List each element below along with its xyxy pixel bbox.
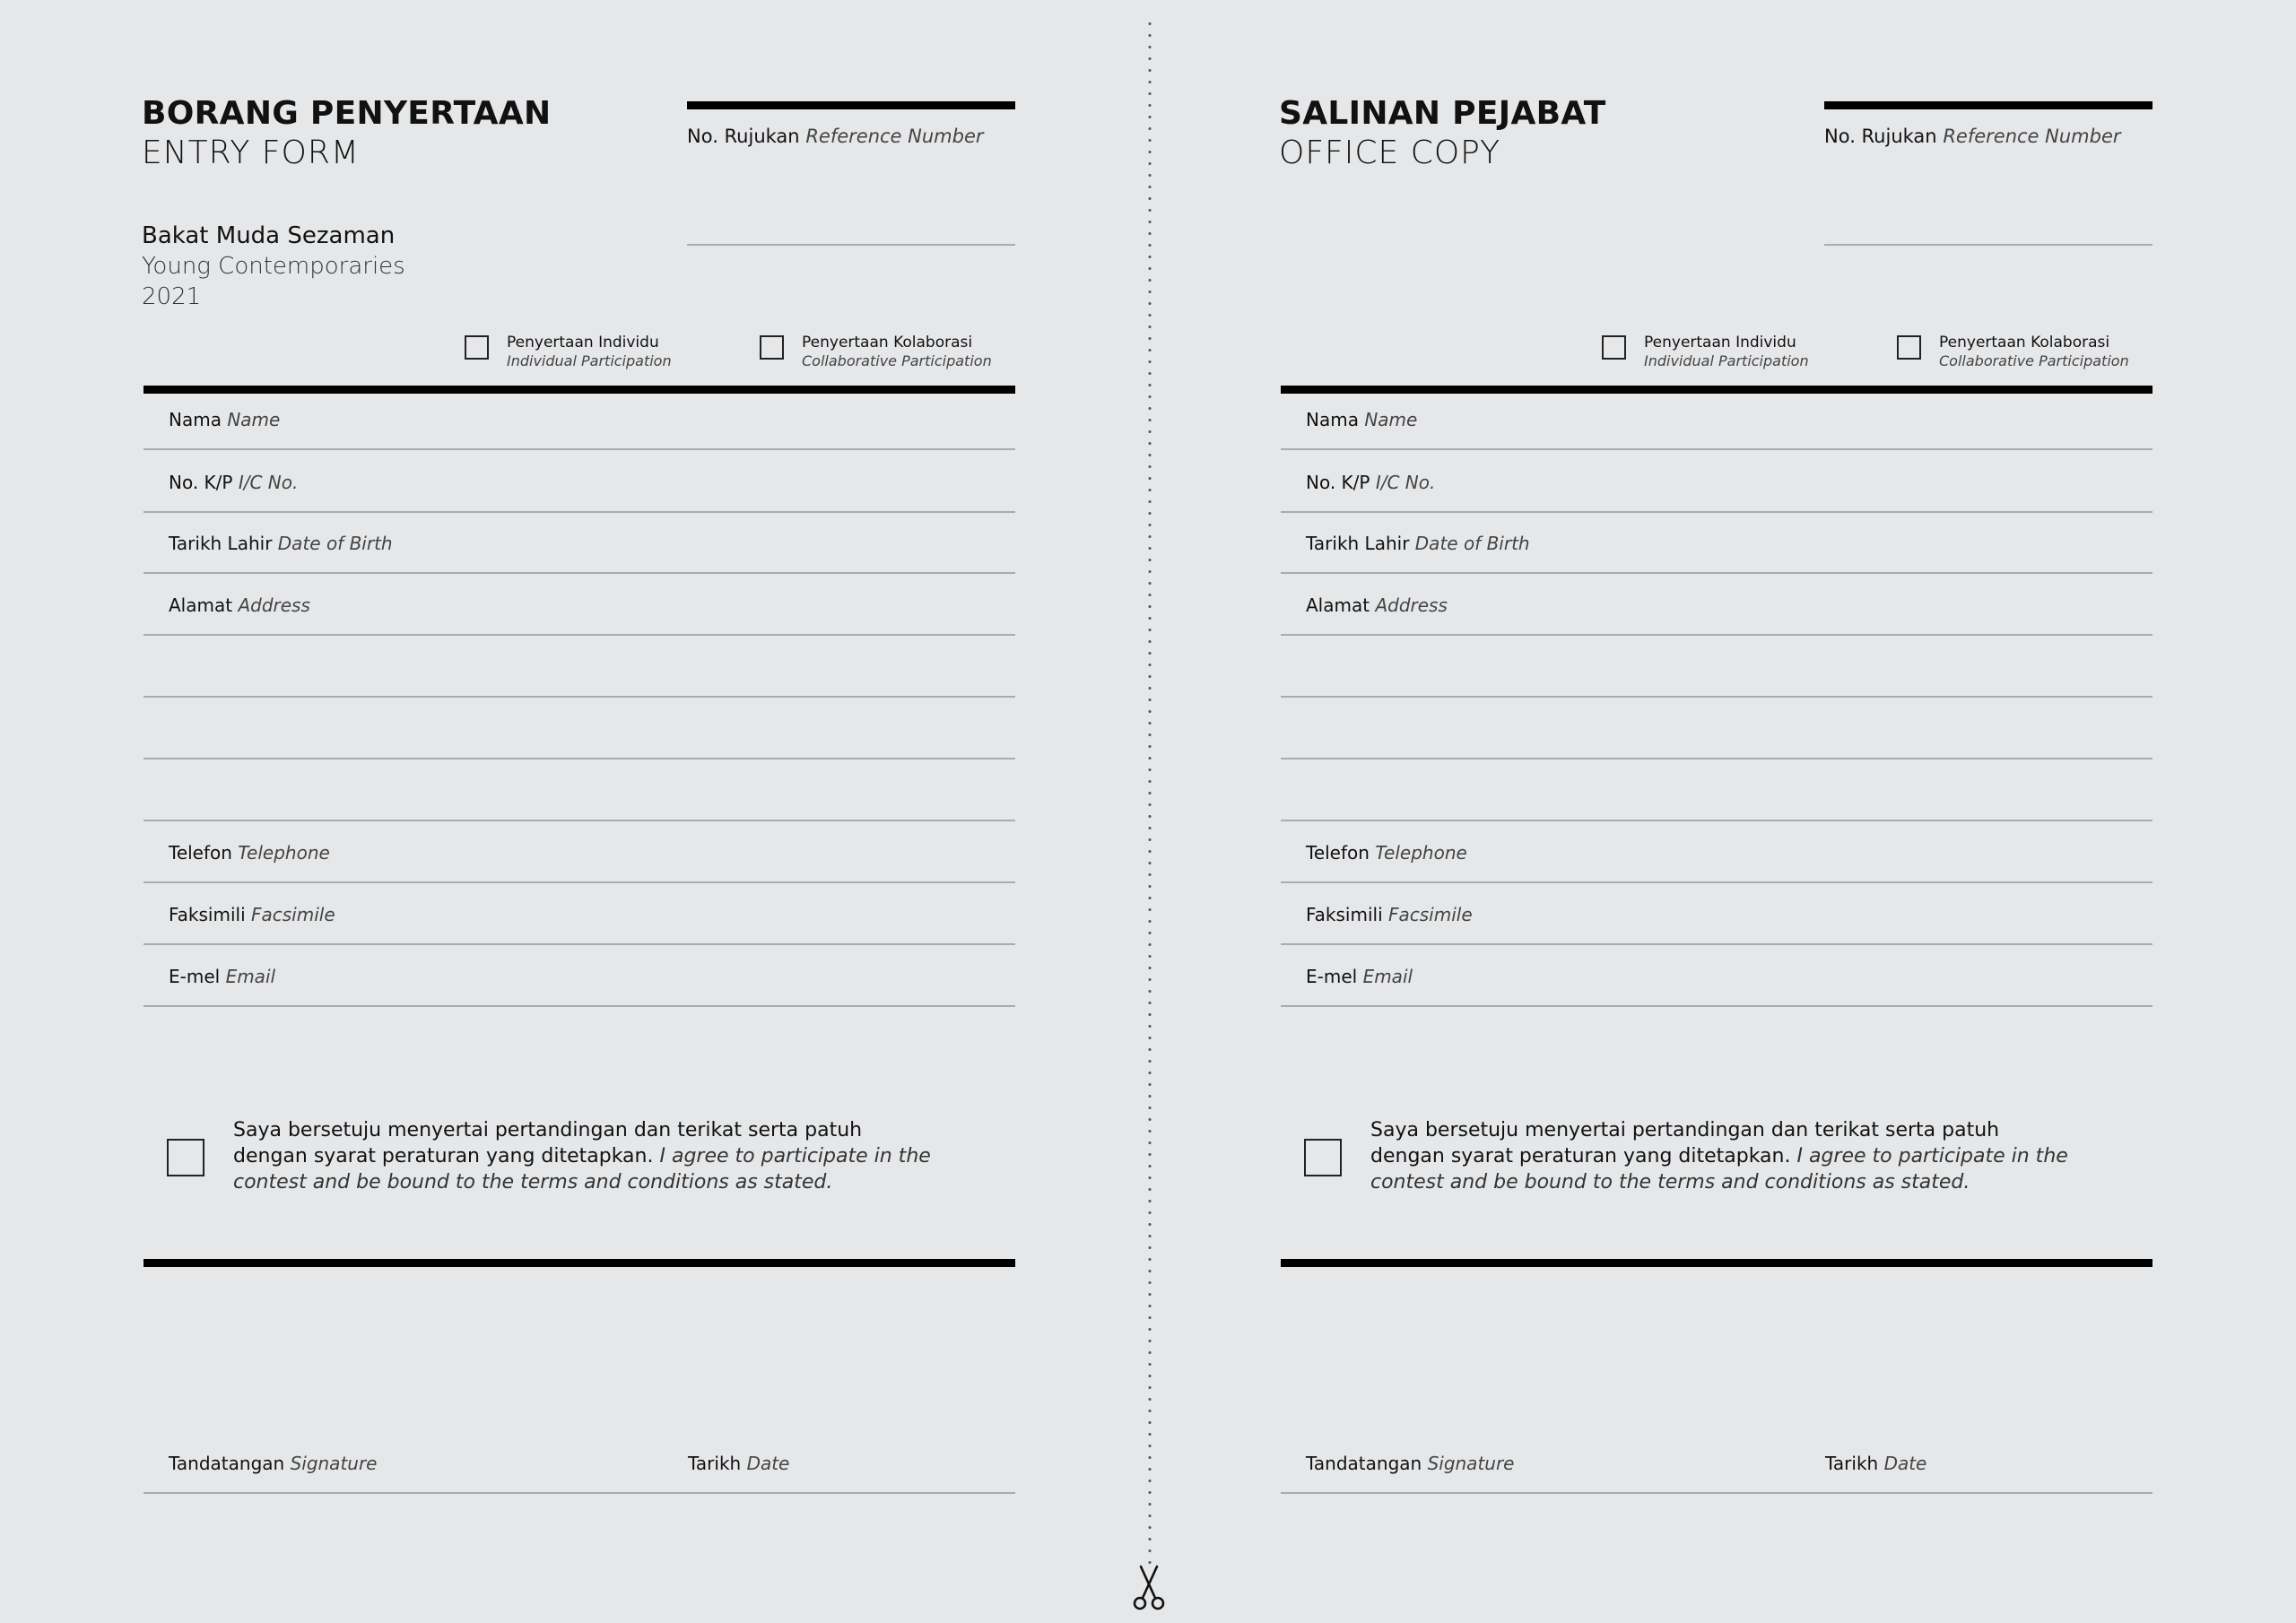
event-info: [142, 221, 405, 312]
date-label: Tarikh Date: [1825, 1453, 1927, 1474]
reference-top-rule: [687, 101, 1015, 109]
address-field[interactable]: Alamat Address: [1281, 575, 2152, 636]
fax-field[interactable]: Faksimili Facsimile: [144, 884, 1015, 945]
date-of-birth-field[interactable]: Tarikh Lahir Date of Birth: [1281, 513, 2152, 574]
individual-participation-checkbox[interactable]: Penyertaan Individu Individual Participation: [465, 334, 672, 371]
agreement: [1304, 1117, 2079, 1195]
date-of-birth-field[interactable]: Tarikh Lahir Date of Birth: [144, 513, 1015, 574]
email-field[interactable]: E-mel Email: [144, 946, 1015, 1007]
name-field[interactable]: Nama Name: [1281, 389, 2152, 450]
ic-number-field[interactable]: No. K/P I/C No.: [144, 452, 1015, 513]
form-title: BORANG PENYERTAAN: [142, 95, 552, 132]
collaborative-participation-checkbox[interactable]: Penyertaan Kolaborasi Collaborative Participation: [1897, 334, 2129, 371]
section-rule: [144, 1259, 1015, 1267]
address-line-4[interactable]: [144, 760, 1015, 821]
agreement-checkbox[interactable]: [1304, 1139, 1342, 1176]
agreement-checkbox[interactable]: [167, 1139, 204, 1176]
reference-number-field[interactable]: [687, 244, 1015, 246]
address-line-3[interactable]: [1281, 699, 2152, 759]
agreement: [167, 1117, 942, 1195]
event-name: Bakat Muda Sezaman: [142, 222, 396, 249]
signature-date-line[interactable]: [144, 1492, 1015, 1494]
reference-number-label: No. Rujukan Reference Number: [1824, 126, 2121, 147]
name-field[interactable]: Nama Name: [144, 389, 1015, 450]
section-rule: [1281, 1259, 2152, 1267]
cut-line: [1148, 18, 1152, 1565]
collaborative-participation-checkbox[interactable]: Penyertaan Kolaborasi Collaborative Participation: [760, 334, 992, 371]
address-line-3[interactable]: [144, 699, 1015, 759]
address-line-2[interactable]: [144, 637, 1015, 698]
reference-number-field[interactable]: [1824, 244, 2152, 246]
checkbox-box[interactable]: [1897, 335, 1921, 360]
telephone-field[interactable]: Telefon Telephone: [1281, 822, 2152, 883]
email-field[interactable]: E-mel Email: [1281, 946, 2152, 1007]
checkbox-box[interactable]: [760, 335, 784, 360]
reference-top-rule: [1824, 101, 2152, 109]
office-copy-panel: [1279, 0, 2158, 1623]
signature-date-line[interactable]: [1281, 1492, 2152, 1494]
form-title: SALINAN PEJABAT: [1279, 95, 1606, 132]
reference-number-label: No. Rujukan Reference Number: [687, 126, 984, 147]
entry-form-panel: [142, 0, 1021, 1623]
address-line-2[interactable]: [1281, 637, 2152, 698]
address-line-4[interactable]: [1281, 760, 2152, 821]
agreement-text: Saya bersetuju menyertai pertandingan dan terikat serta patuh dengan syarat peraturan yang ditetapkan. I agree to participate in the contest and be bound to the terms and conditions as stated.: [233, 1119, 931, 1193]
fax-field[interactable]: Faksimili Facsimile: [1281, 884, 2152, 945]
date-label: Tarikh Date: [688, 1453, 790, 1474]
checkbox-box[interactable]: [465, 335, 489, 360]
event-year: 2021: [142, 283, 202, 310]
telephone-field[interactable]: Telefon Telephone: [144, 822, 1015, 883]
signature-label: Tandatangan Signature: [1306, 1453, 1515, 1474]
agreement-text: Saya bersetuju menyertai pertandingan dan terikat serta patuh dengan syarat peraturan yang ditetapkan. I agree to participate in the contest and be bound to the terms and conditions as stated.: [1370, 1119, 2068, 1193]
address-field[interactable]: Alamat Address: [144, 575, 1015, 636]
signature-label: Tandatangan Signature: [169, 1453, 378, 1474]
ic-number-field[interactable]: No. K/P I/C No.: [1281, 452, 2152, 513]
scissors-icon: [1131, 1565, 1167, 1611]
form-subtitle: OFFICE COPY: [1279, 135, 1501, 171]
event-name-en: Young Contemporaries: [142, 253, 405, 280]
checkbox-box[interactable]: [1602, 335, 1626, 360]
individual-participation-checkbox[interactable]: Penyertaan Individu Individual Participation: [1602, 334, 1809, 371]
form-subtitle: ENTRY FORM: [142, 135, 360, 171]
